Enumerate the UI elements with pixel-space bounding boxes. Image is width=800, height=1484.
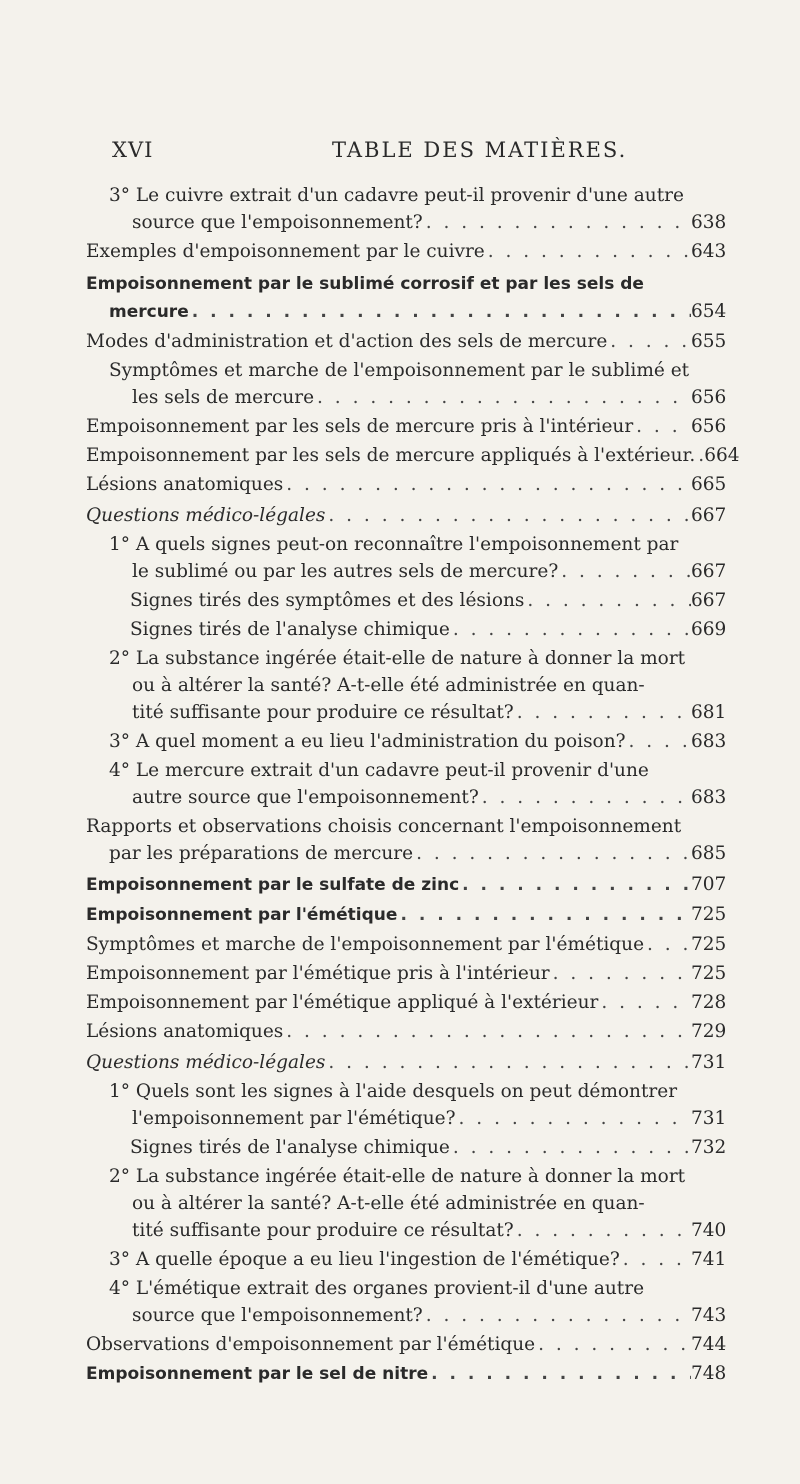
dot-leader — [524, 587, 691, 614]
toc-entry-text: Symptômes et marche de l'empoisonnement par l'émétique — [86, 934, 645, 955]
toc-entry-text: Empoisonnement par le sel de nitre — [86, 1364, 429, 1384]
dot-leader — [535, 1331, 691, 1358]
toc-entry-text: Exemples d'empoisonnement par le cuivre — [86, 241, 485, 262]
dot-leader — [644, 931, 691, 958]
toc-section-heading[interactable] — [86, 871, 731, 899]
toc-entry[interactable] — [130, 587, 731, 614]
toc-page-number: 665 — [691, 474, 727, 495]
dot-leader — [514, 1217, 691, 1244]
dot-leader — [633, 413, 691, 440]
toc-entry-text: source que l'empoisonnement? — [132, 1305, 423, 1326]
toc-page-number: 643 — [691, 241, 727, 262]
toc-entry[interactable] — [109, 728, 731, 755]
dot-leader — [485, 238, 691, 265]
toc-entry-text: 2° La substance ingérée était-elle de nature à donner la mort — [109, 1166, 686, 1187]
toc-entry-text: 3° A quelle époque a eu lieu l'ingestion de l'émétique? — [109, 1249, 620, 1270]
toc-entry[interactable] — [109, 1275, 731, 1329]
toc-page-number: 664 — [704, 445, 740, 466]
dot-leader — [479, 784, 691, 811]
toc-entry-text: les sels de mercure — [132, 387, 315, 408]
toc-entry[interactable] — [109, 757, 731, 811]
toc-entry[interactable] — [130, 1134, 731, 1161]
toc-entry-text: Empoisonnement par le sulfate de zinc — [86, 875, 460, 895]
toc-entry[interactable] — [86, 413, 731, 440]
toc-entry-text: 3° Le cuivre extrait d'un cadavre peut-il provenir d'une autre — [109, 185, 684, 206]
toc-entry-text: mercure — [109, 302, 189, 322]
toc-page-number: 656 — [691, 387, 727, 408]
toc-page-number: 732 — [691, 1137, 727, 1158]
toc-entry[interactable] — [86, 442, 740, 469]
toc-entry[interactable] — [130, 616, 731, 643]
toc-entry-text: Signes tirés de l'analyse chimique — [130, 619, 450, 640]
dot-leader — [397, 902, 691, 929]
dot-leader — [550, 960, 691, 987]
toc-entry-text: Observations d'empoisonnement par l'émétique — [86, 1334, 536, 1355]
toc-page-number: 683 — [691, 731, 727, 752]
dot-leader — [626, 728, 691, 755]
dot-leader — [189, 299, 691, 326]
page-title: TABLE DES MATIÈRES. — [332, 138, 628, 162]
toc-entry[interactable] — [86, 813, 731, 867]
toc-entry-text: 1° Quels sont les signes à l'aide desquels on peut démontrer — [109, 1081, 678, 1102]
toc-entry[interactable] — [109, 182, 731, 236]
toc-entry[interactable] — [86, 328, 731, 355]
toc-entry-text: 2° La substance ingérée était-elle de nature à donner la mort — [109, 648, 686, 669]
toc-entry[interactable] — [86, 471, 731, 498]
toc-page-number: 744 — [691, 1334, 727, 1355]
dot-leader — [598, 989, 691, 1016]
toc-page-number: 729 — [691, 1021, 727, 1042]
toc-entry[interactable] — [86, 989, 731, 1016]
toc-entry-text: Signes tirés des symptômes et des lésions — [130, 590, 525, 611]
toc-entry-text: autre source que l'empoisonnement? — [132, 787, 479, 808]
dot-leader — [413, 840, 691, 867]
toc-entry-text: Empoisonnement par les sels de mercure appliqués à l'extérieur. — [86, 445, 696, 466]
toc-entry-text: Empoisonnement par l'émétique appliqué à l'extérieur — [86, 992, 599, 1013]
dot-leader — [459, 872, 691, 899]
dot-leader — [695, 442, 704, 469]
toc-entry-text: Modes d'administration et d'action des sels de mercure — [86, 331, 608, 352]
dot-leader — [514, 699, 691, 726]
toc-entry[interactable] — [109, 531, 731, 585]
toc-page-number: 654 — [691, 301, 727, 322]
dot-leader — [607, 328, 691, 355]
dot-leader — [450, 1134, 691, 1161]
toc-entry-text: Symptômes et marche de l'empoisonnement par le sublimé et — [109, 360, 690, 381]
toc-entry-text: Questions médico-légales — [86, 1052, 326, 1073]
toc-entry[interactable] — [109, 357, 731, 411]
toc-entry-text: le sublimé ou par les autres sels de mercure? — [132, 561, 559, 582]
toc-page-number: 685 — [691, 843, 727, 864]
toc-entry-text: Lésions anatomiques — [86, 474, 284, 495]
page-numeral: XVI — [112, 138, 154, 162]
table-of-contents — [0, 180, 800, 1388]
toc-page-number: 681 — [691, 702, 727, 723]
toc-entry-text: Signes tirés de l'analyse chimique — [130, 1137, 450, 1158]
toc-entry[interactable] — [86, 960, 731, 987]
toc-entry-text: tité suffisante pour produire ce résultat? — [132, 1220, 514, 1241]
dot-leader — [423, 1302, 691, 1329]
toc-page-number: 667 — [691, 590, 727, 611]
toc-entry-text: 4° Le mercure extrait d'un cadavre peut-il provenir d'une — [109, 760, 649, 781]
toc-page-number: 669 — [691, 619, 727, 640]
toc-section-heading[interactable] — [86, 271, 731, 326]
toc-page-number: 683 — [691, 787, 727, 808]
toc-entry-text: Empoisonnement par les sels de mercure pris à l'intérieur — [86, 416, 634, 437]
dot-leader — [283, 471, 691, 498]
dot-leader — [314, 384, 691, 411]
dot-leader — [325, 502, 691, 529]
toc-entry-text: Empoisonnement par l'émétique — [86, 905, 398, 925]
toc-entry[interactable] — [86, 931, 731, 958]
toc-entry[interactable] — [109, 1078, 731, 1132]
dot-leader — [423, 209, 691, 236]
toc-page-number: 728 — [691, 992, 727, 1013]
dot-leader — [283, 1018, 691, 1045]
toc-page-number: 655 — [691, 331, 727, 352]
running-header — [112, 138, 730, 168]
toc-page-number: 731 — [691, 1052, 727, 1073]
toc-section-heading[interactable] — [86, 901, 731, 929]
toc-entry-text: Empoisonnement par le sublimé corrosif et par les sels de — [86, 274, 644, 294]
toc-entry[interactable] — [109, 645, 731, 726]
toc-entry-text: par les préparations de mercure — [109, 843, 414, 864]
toc-page-number: 731 — [691, 1108, 727, 1129]
toc-entry[interactable] — [86, 1018, 731, 1045]
toc-page-number: 638 — [691, 212, 727, 233]
toc-entry[interactable] — [109, 1246, 731, 1273]
dot-leader — [428, 1361, 691, 1388]
toc-page-number: 707 — [691, 874, 727, 895]
toc-entry[interactable] — [86, 502, 731, 529]
toc-page-number: 667 — [691, 561, 727, 582]
toc-entry-text: source que l'empoisonnement? — [132, 212, 423, 233]
toc-page-number: 740 — [691, 1220, 727, 1241]
dot-leader — [456, 1105, 691, 1132]
dot-leader — [325, 1049, 691, 1076]
toc-entry-text: l'empoisonnement par l'émétique? — [132, 1108, 456, 1129]
dot-leader — [558, 558, 691, 585]
toc-entry-text: Lésions anatomiques — [86, 1021, 284, 1042]
toc-page-number: 725 — [691, 904, 727, 925]
toc-entry[interactable] — [86, 1331, 731, 1358]
toc-entry-text: ou à altérer la santé? A-t-elle été administrée en quan- — [132, 675, 645, 696]
toc-entry-text: Rapports et observations choisis concernant l'empoisonnement — [86, 816, 682, 837]
toc-entry-text: 1° A quels signes peut-on reconnaître l'empoisonnement par — [109, 534, 679, 555]
toc-page-number: 667 — [691, 505, 727, 526]
toc-entry-text: 3° A quel moment a eu lieu l'administration du poison? — [109, 731, 626, 752]
toc-page-number: 656 — [691, 416, 727, 437]
toc-page-number: 741 — [691, 1249, 727, 1270]
toc-entry-text: ou à altérer la santé? A-t-elle été administrée en quan- — [132, 1193, 645, 1214]
toc-entry-text: 4° L'émétique extrait des organes provient-il d'une autre — [109, 1278, 645, 1299]
dot-leader — [620, 1246, 691, 1273]
toc-entry[interactable] — [109, 1163, 731, 1244]
toc-entry-text: Empoisonnement par l'émétique pris à l'intérieur — [86, 963, 550, 984]
toc-entry[interactable] — [86, 238, 731, 265]
toc-page-number: 725 — [691, 963, 727, 984]
dot-leader — [450, 616, 691, 643]
toc-section-heading[interactable] — [86, 1360, 731, 1388]
toc-entry-text: Questions médico-légales — [86, 505, 326, 526]
toc-entry-text: tité suffisante pour produire ce résultat? — [132, 702, 514, 723]
toc-page-number: 743 — [691, 1305, 727, 1326]
toc-page-number: 748 — [691, 1363, 727, 1384]
toc-entry[interactable] — [86, 1049, 731, 1076]
toc-page-number: 725 — [691, 934, 727, 955]
